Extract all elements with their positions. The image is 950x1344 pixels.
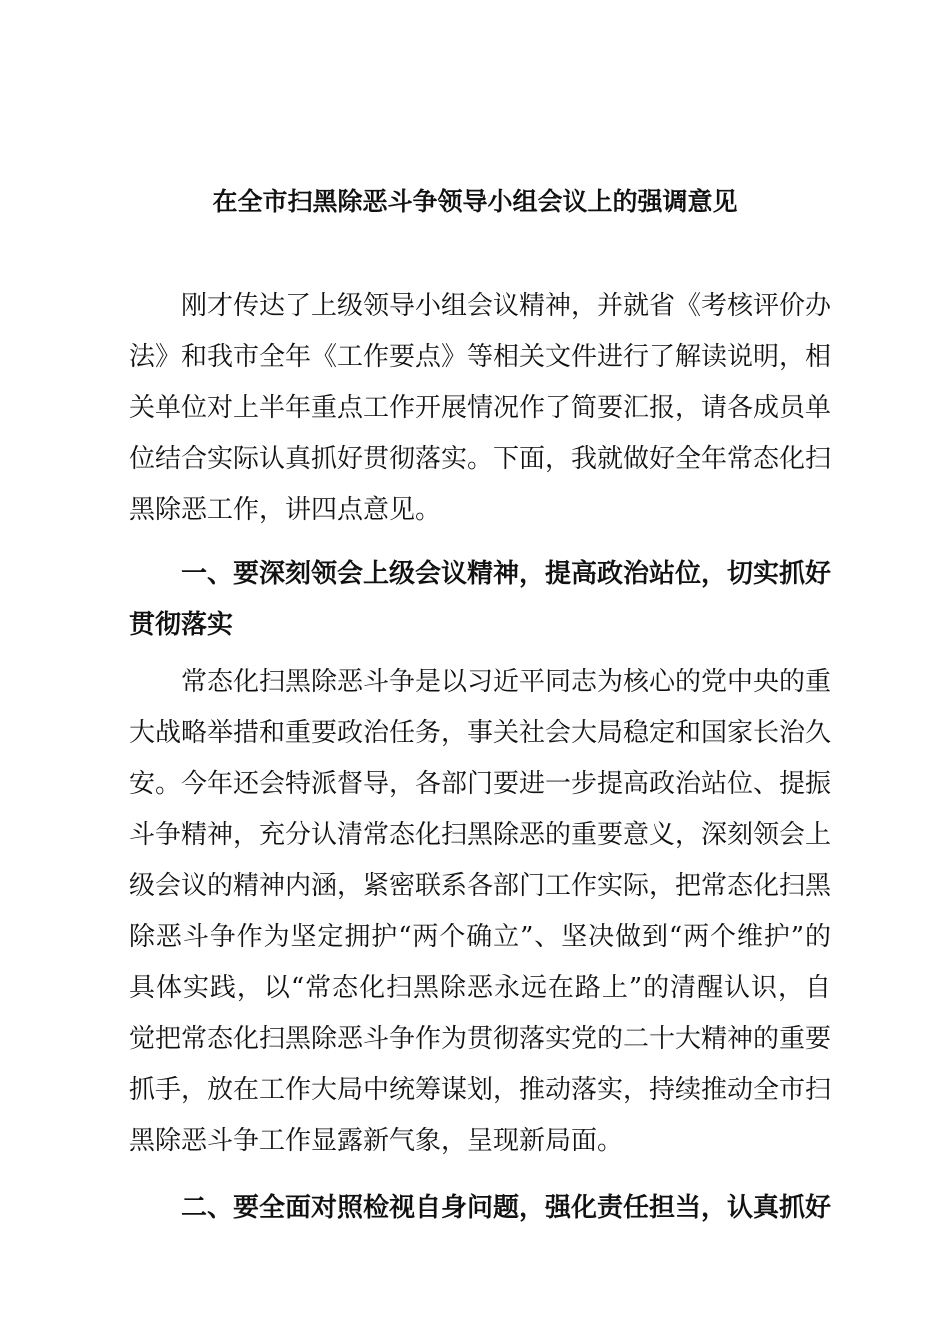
- document-body: [129, 281, 831, 1234]
- section-1-paragraph: 常态化扫黑除恶斗争是以习近平同志为核心的党中央的重大战略举措和重要政治任务，事关社会大局稳定和国家长治久安。今年还会特派督导，各部门要进一步提高政治站位、提振斗争精神，充分认清常态化扫黑除恶的重要意义，深刻领会上级会议的精神内涵，紧密联系各部门工作实际，把常态化扫黑除恶斗争作为坚定拥护“两个确立”、坚决做到“两个维护”的具体实践，以“常态化扫黑除恶永远在路上”的清醒认识，自觉把常态化扫黑除恶斗争作为贯彻落实党的二十大精神的重要抓手，放在工作大局中统筹谋划，推动落实，持续推动全市扫黑除恶斗争工作显露新气象，呈现新局面。: [129, 667, 832, 1156]
- section-1-heading: 一、要深刻领会上级会议精神，提高政治站位，切实抓好贯彻落实: [129, 559, 832, 640]
- intro-paragraph: 刚才传达了上级领导小组会议精神，并就省《考核评价办法》和我市全年《工作要点》等相关文件进行了解读说明，相关单位对上半年重点工作开展情况作了简要汇报，请各成员单位结合实际认真抓好贯彻落实。下面，我就做好全年常态化扫黑除恶工作，讲四点意见。: [129, 291, 832, 525]
- document-title: 在全市扫黑除恶斗争领导小组会议上的强调意见: [212, 187, 738, 216]
- section-2-heading: 二、要全面对照检视自身问题，强化责任担当，认真抓好: [181, 1193, 832, 1223]
